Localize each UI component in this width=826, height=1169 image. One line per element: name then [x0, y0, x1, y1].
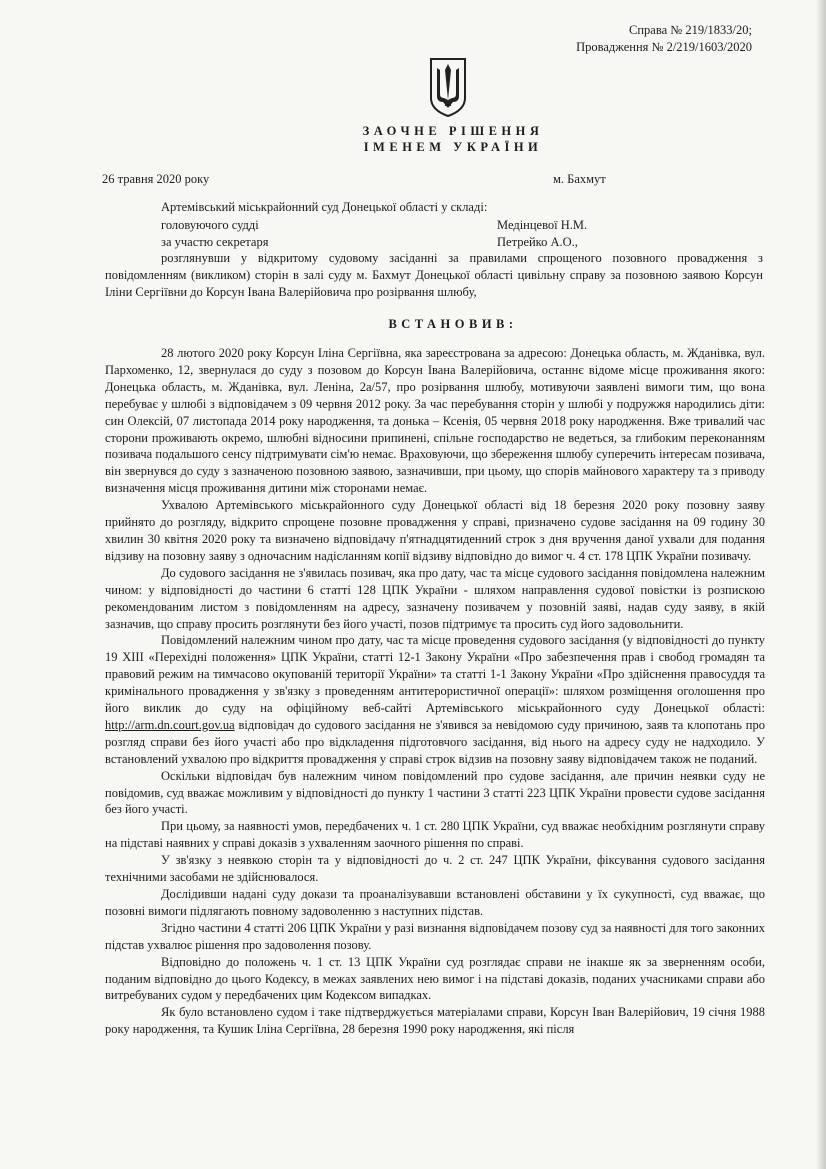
- secretary-name: Петрейко А.О.,: [497, 235, 578, 249]
- paragraph-4: [105, 632, 765, 767]
- document-title-line2: ІМЕНЕМ УКРАЇНИ: [363, 140, 543, 154]
- paragraph-5: Оскільки відповідач був належним чином повідомлений про судове засідання, але причин неявки суду не повідомив, суд вважає можливим у відповідності до пункту 1 частини 3 статті 223 ЦПК України провести судове засідання без його участі.: [105, 768, 765, 817]
- case-numbers: [576, 22, 752, 56]
- presiding-judge-label: головуючого судді: [161, 218, 259, 232]
- presiding-judge-name: Медінцевої Н.М.: [497, 218, 588, 232]
- paragraph-11: Як було встановлено судом і таке підтверджується матеріалами справи, Корсун Іван Валерійович, 19 січня 1988 року народження, та Кушик Іліна Сергіївна, 28 березня 1990 року народження, які після: [105, 1005, 765, 1037]
- paragraph-4-text-end: відповідач до судового засідання не з'явився за невідомою суду причиною, заяв та клопотань про розгляд справи без його участі або про відкладення підготовчого засідання, від нього на адресу суду не надходило. У встановлений ухвалою про відкриття провадження у справі строк відзив на позовну заяву відповідачем також не поданий.: [105, 717, 765, 766]
- page-edge-shadow: [816, 0, 826, 1169]
- court-website-link[interactable]: http://arm.dn.court.gov.ua: [105, 717, 235, 732]
- paragraph-7: У зв'язку з неявкою сторін та у відповідності до ч. 2 ст. 247 ЦПК України, фіксування судового засідання технічними засобами не здійснювалося.: [105, 853, 765, 885]
- decision-city: м. Бахмут: [553, 172, 606, 186]
- paragraph-6: При цьому, за наявності умов, передбачених ч. 1 ст. 280 ЦПК України, суд вважає необхідним розглянути справу на підставі наявних у справі доказів з ухваленням заочного рішення по справі.: [105, 819, 765, 851]
- intro-paragraph: розглянувши у відкритому судовому засіданні за правилами спрощеного позовного провадження з повідомленням (викликом) сторін в залі суду м. Бахмут Донецької області цивільну справу за позовною заявою Корсун Іліни Сергіївни до Корсун Івана Валерійовича про розірвання шлюбу,: [105, 251, 763, 299]
- decision-date: 26 травня 2020 року: [102, 172, 210, 186]
- paragraph-1: 28 лютого 2020 року Корсун Іліна Сергіївна, яка зареєстрована за адресою: Донецька область, м. Жданівка, вул. Пархоменко, 12, звернулася до суду з позовом до Корсун Івана Валерійовича, останнє відоме місце проживання якого: Донецька область, м. Жданівка, вул. Леніна, 2а/57, про розірвання шлюбу, мотивуючи заявлені вимоги тим, що вона перебуває у шлюбі з відповідачем з 09 червня 2012 року. За час перебування сторін у шлюбі у подружжя народились діти: син Олексій, 07 листопада 2014 року народження, та донька – Ксенія, 05 червня 2018 року народження. Вже тривалий час сторони проживають окремо, шлюбні відносини припинені, спільне господарство не ведеться, за глибоким переконанням позивача подальшого сенсу підтримувати сім'ю немає. Враховуючи, що збереження шлюбу суперечить інтересам позивача, він звернувся до суду з зазначеною позовною заявою, зазначивши, при цьому, що спорів майнового характеру та з приводу визначення місця проживання дитини між сторонами немає.: [105, 346, 765, 496]
- paragraph-8: Дослідивши надані суду докази та проаналізувавши встановлені обставини у їх сукупності, суд вважає, що позовні вимоги підлягають повному задоволенню з наступних підстав.: [105, 887, 765, 918]
- trident-coat-of-arms-icon: [428, 56, 468, 118]
- paragraph-3: До судового засідання не з'явилась позивач, яка про дату, час та місце судового засідання повідомлена належним чином: у відповідності до частини 6 статті 128 ЦПК України - шляхом направлення судової повістки із розпискою рекомендованим листом з повідомленням на адресу, зазначену позивачем у позовній заяві, надав суду заяву, в якій зазначив, що справу просить розглянути без його участі, позов підтримує та просить суд його задовольнити.: [105, 565, 765, 631]
- proceeding-number: Провадження № 2/219/1603/2020: [576, 40, 752, 54]
- decision-body: [105, 345, 765, 1038]
- established-heading: ВСТАНОВИВ:: [388, 317, 518, 331]
- paragraph-10: Відповідно до положень ч. 1 ст. 13 ЦПК України суд розглядає справи не інакше як за зверненням особи, поданим відповідно до цього Кодексу, в межах заявлених нею вимог і на підставі доказів, поданих учасниками справи або витребуваних судом у передбачених цим Кодексом випадках.: [105, 954, 765, 1003]
- document-title-line1: ЗАОЧНЕ РІШЕННЯ: [362, 124, 544, 138]
- case-number: Справа № 219/1833/20;: [629, 23, 752, 37]
- secretary-label: за участю секретаря: [161, 235, 269, 249]
- court-composition: Артемівський міськрайонний суд Донецької області у складі:: [161, 200, 488, 214]
- paragraph-9: Згідно частини 4 статті 206 ЦПК України у разі визнання відповідачем позову суд за наявності для того законних підстав ухвалює рішення про задоволення позову.: [105, 920, 765, 952]
- paragraph-2: Ухвалою Артемівського міськрайонного суду Донецької області від 18 березня 2020 року позовну заяву прийнято до розгляду, відкрито спрощене позовне провадження у справі, призначено судове засідання на 09 годину 30 хвилин 30 квітня 2020 року та визначено відповідачу п'ятнадцятиденний строк з дня вручення даної ухвали для подання відзиву на позовну заяву з одночасним надісланням копії відзиву відповідно до вимог ч. 4 ст. 178 ЦПК України позивачу.: [105, 498, 765, 563]
- paragraph-4-text-start: Повідомлений належним чином про дату, час та місце проведення судового засідання (у відповідності до пункту 19 XIII «Перехідні положення» ЦПК України, статті 12-1 Закону України «Про забезпечення прав і свобод громадян та правовий режим на тимчасово окупованій території України» та статті 1-1 Закону України «Про здійснення правосуддя та кримінального провадження у зв'язку з проведенням антитерористичної операції»: шляхом розміщення оголошення про його виклик до суду на офіційному веб-сайті Артемівського міськрайонного суду Донецької області:: [105, 633, 765, 716]
